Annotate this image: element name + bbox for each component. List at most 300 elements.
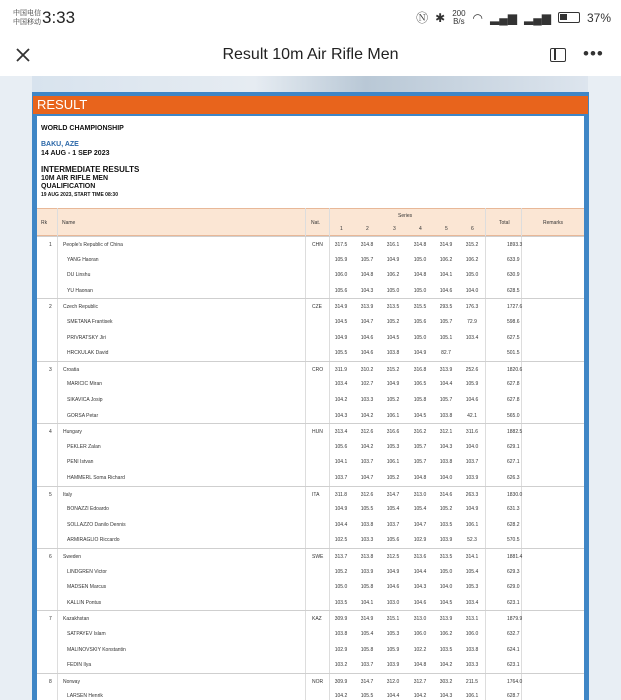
series-cell: 312.5 xyxy=(386,554,400,560)
series-cell: 103.5 xyxy=(334,599,348,606)
more-options-icon[interactable]: ••• xyxy=(583,44,604,63)
athlete-row xyxy=(37,470,584,486)
series-cell: 105.9 xyxy=(334,256,348,263)
total-cell: 1893.3 xyxy=(507,242,523,248)
event-dates: 14 AUG - 1 SEP 2023 xyxy=(41,150,110,157)
nation-row xyxy=(37,548,584,564)
series-cell: 105.4 xyxy=(465,568,479,575)
total-cell: 629.3 xyxy=(507,568,520,575)
athlete-row xyxy=(37,283,584,299)
series-cell: 104.2 xyxy=(334,693,348,700)
series-cell: 104.9 xyxy=(334,334,348,341)
total-cell: 628.5 xyxy=(507,287,520,294)
series-cell: 314.7 xyxy=(360,678,374,685)
athlete-name-cell: YANG Haoran xyxy=(67,256,99,263)
nat-cell: CHN xyxy=(312,242,323,248)
series-cell: 105.6 xyxy=(413,319,427,325)
series-cell: 105.8 xyxy=(360,584,374,591)
series-cell: 314.7 xyxy=(386,491,400,498)
nation-name-cell: People's Republic of China xyxy=(63,242,123,248)
series-cell: 313.4 xyxy=(334,429,348,436)
series-cell: 105.6 xyxy=(334,287,348,294)
nat-cell: HUN xyxy=(312,429,323,436)
rank-cell: 8 xyxy=(49,678,52,685)
series-cell: 312.1 xyxy=(439,429,453,436)
series-cell: 103.7 xyxy=(360,459,374,466)
athlete-row xyxy=(37,688,584,700)
series-cell: 104.0 xyxy=(439,475,453,481)
series-cell: 104.3 xyxy=(360,287,374,294)
nation-name-cell: Croatia xyxy=(63,366,80,373)
col-s1: 1 xyxy=(340,226,343,232)
signal-2-icon: ▂▄▆ xyxy=(524,10,551,25)
net-speed-unit: B/s xyxy=(453,16,465,26)
col-s4: 4 xyxy=(419,226,422,232)
nation-row xyxy=(37,610,584,626)
athlete-row xyxy=(37,252,584,268)
series-cell: 211.5 xyxy=(465,678,479,685)
series-cell: 314.9 xyxy=(439,242,453,248)
series-cell: 106.1 xyxy=(386,459,400,466)
battery-icon xyxy=(558,12,580,23)
series-cell: 104.1 xyxy=(439,272,453,279)
series-cell: 103.9 xyxy=(439,537,453,544)
series-cell: 104.5 xyxy=(439,599,453,606)
series-cell: 105.0 xyxy=(413,287,427,294)
result-section-label: RESULT xyxy=(33,96,588,114)
series-cell: 104.4 xyxy=(413,568,427,575)
web-content[interactable] xyxy=(0,76,621,700)
total-cell: 631.3 xyxy=(507,506,520,513)
athlete-name-cell: GORSA Petar xyxy=(67,412,99,419)
total-cell: 565.0 xyxy=(507,412,520,419)
series-cell: 104.5 xyxy=(413,412,427,419)
series-cell: 104.9 xyxy=(465,506,479,513)
series-cell: 314.9 xyxy=(360,616,374,623)
col-series: Series xyxy=(398,213,413,219)
athlete-name-cell: FEDIN Ilya xyxy=(67,662,92,669)
series-cell: 105.0 xyxy=(386,287,400,294)
series-cell: 105.4 xyxy=(360,631,374,637)
nat-cell: ITA xyxy=(312,491,320,498)
series-cell: 313.5 xyxy=(439,554,453,560)
series-cell: 105.3 xyxy=(386,443,400,450)
series-cell: 82.7 xyxy=(441,350,451,357)
athlete-row xyxy=(37,392,584,408)
nat-cell: CZE xyxy=(312,304,322,311)
col-name: Name xyxy=(62,220,76,226)
col-s2: 2 xyxy=(366,226,369,232)
athlete-row xyxy=(37,330,584,346)
total-cell: 1882.5 xyxy=(507,429,523,436)
series-cell: 104.3 xyxy=(439,693,453,700)
total-cell: 1879.9 xyxy=(507,616,523,623)
phase-heading: QUALIFICATION xyxy=(41,183,96,190)
series-cell: 104.2 xyxy=(439,662,453,669)
series-cell: 103.8 xyxy=(360,521,374,528)
series-cell: 317.5 xyxy=(334,242,348,248)
series-cell: 104.2 xyxy=(360,412,374,419)
series-cell: 104.0 xyxy=(465,443,479,450)
series-cell: 104.8 xyxy=(413,475,427,481)
series-cell: 103.9 xyxy=(360,568,374,575)
series-cell: 104.9 xyxy=(386,381,400,388)
nation-name-cell: Italy xyxy=(63,491,73,498)
series-cell: 315.2 xyxy=(465,242,479,248)
series-cell: 103.7 xyxy=(465,459,479,466)
series-cell: 313.6 xyxy=(413,554,427,560)
rank-cell: 7 xyxy=(49,616,52,623)
series-cell: 104.8 xyxy=(360,272,374,279)
athlete-name-cell: MADSEN Marcus xyxy=(67,584,107,591)
series-cell: 314.8 xyxy=(413,242,427,248)
series-cell: 316.2 xyxy=(413,429,427,436)
series-cell: 315.5 xyxy=(413,304,427,311)
series-cell: 104.4 xyxy=(439,381,453,388)
rank-cell: 4 xyxy=(49,429,52,436)
series-cell: 103.8 xyxy=(439,412,453,419)
series-cell: 314.8 xyxy=(360,242,374,248)
series-cell: 105.7 xyxy=(413,443,427,450)
series-cell: 314.6 xyxy=(439,491,453,498)
start-time: 19 AUG 2023, START TIME 08:30 xyxy=(41,192,118,198)
series-cell: 309.9 xyxy=(334,678,348,685)
series-cell: 104.6 xyxy=(360,350,374,357)
series-cell: 103.4 xyxy=(465,599,479,606)
status-bar xyxy=(0,0,621,36)
series-cell: 104.4 xyxy=(334,521,348,528)
col-rk: Rk xyxy=(41,220,48,226)
series-cell: 105.2 xyxy=(386,397,400,403)
athlete-name-cell: MALINOVSKIY Konstantin xyxy=(67,646,126,653)
athlete-name-cell: DU Linshu xyxy=(67,272,91,279)
athlete-name-cell: LINDGREN Victor xyxy=(67,568,107,575)
series-cell: 105.4 xyxy=(413,506,427,513)
series-cell: 313.5 xyxy=(386,304,400,311)
series-cell: 102.5 xyxy=(334,537,348,544)
series-cell: 312.6 xyxy=(360,429,374,436)
wifi-icon: ◠ xyxy=(472,10,484,25)
series-cell: 105.8 xyxy=(360,646,374,653)
total-cell: 628.2 xyxy=(507,521,520,528)
carrier-1: 中国电信 xyxy=(13,10,41,17)
event-title: WORLD CHAMPIONSHIP xyxy=(41,125,124,132)
nation-row xyxy=(37,361,584,377)
series-cell: 311.8 xyxy=(334,491,348,498)
series-cell: 103.8 xyxy=(465,646,479,653)
series-cell: 105.0 xyxy=(334,584,348,591)
series-cell: 104.6 xyxy=(465,397,479,403)
series-cell: 103.8 xyxy=(334,631,348,637)
series-cell: 313.7 xyxy=(334,554,348,560)
series-cell: 313.0 xyxy=(413,491,427,498)
total-cell: 633.9 xyxy=(507,256,520,263)
total-cell: 627.1 xyxy=(507,459,520,466)
series-cell: 103.3 xyxy=(465,662,479,669)
athlete-row xyxy=(37,376,584,392)
rank-cell: 1 xyxy=(49,242,52,248)
series-cell: 103.7 xyxy=(360,662,374,669)
nation-name-cell: Kazakhstan xyxy=(63,616,90,623)
series-cell: 105.7 xyxy=(439,319,453,325)
athlete-name-cell: BONAZZI Edoardo xyxy=(67,506,109,513)
series-cell: 106.0 xyxy=(334,272,348,279)
series-cell: 312.0 xyxy=(386,678,400,685)
series-cell: 303.2 xyxy=(439,678,453,685)
series-cell: 105.1 xyxy=(439,334,453,341)
rank-cell: 5 xyxy=(49,491,52,498)
athlete-row xyxy=(37,532,584,548)
series-cell: 103.9 xyxy=(465,475,479,481)
series-cell: 105.8 xyxy=(413,397,427,403)
series-cell: 315.1 xyxy=(386,616,400,623)
total-cell: 623.1 xyxy=(507,662,520,669)
series-cell: 103.8 xyxy=(386,350,400,357)
total-cell: 624.1 xyxy=(507,646,520,653)
total-cell: 1820.6 xyxy=(507,366,523,373)
series-cell: 315.2 xyxy=(386,366,400,373)
athlete-row xyxy=(37,564,584,580)
series-cell: 104.3 xyxy=(413,584,427,591)
series-cell: 252.6 xyxy=(465,366,479,373)
nation-name-cell: Sweden xyxy=(63,554,82,560)
athlete-row xyxy=(37,501,584,517)
col-remarks: Remarks xyxy=(543,220,564,226)
status-icons xyxy=(416,9,611,26)
athlete-row xyxy=(37,579,584,595)
series-cell: 313.9 xyxy=(360,304,374,311)
athlete-row xyxy=(37,439,584,455)
total-cell: 570.5 xyxy=(507,537,520,544)
series-cell: 104.0 xyxy=(465,287,479,294)
series-cell: 104.9 xyxy=(386,568,400,575)
signal-icon: ▂▄▆ xyxy=(490,10,517,25)
nat-cell: NOR xyxy=(312,678,324,685)
total-cell: 630.9 xyxy=(507,272,520,279)
net-speed xyxy=(452,10,465,26)
total-cell: 1881.4 xyxy=(507,554,523,560)
series-cell: 105.6 xyxy=(334,443,348,450)
series-cell: 104.5 xyxy=(334,319,348,325)
nation-row xyxy=(37,236,584,252)
col-s6: 6 xyxy=(471,226,474,232)
series-cell: 105.2 xyxy=(386,475,400,481)
rank-cell: 6 xyxy=(49,554,52,560)
series-cell: 105.3 xyxy=(465,584,479,591)
total-cell: 1830.0 xyxy=(507,491,523,498)
athlete-row xyxy=(37,657,584,673)
total-cell: 632.7 xyxy=(507,631,520,637)
rank-cell: 3 xyxy=(49,366,52,373)
carrier-info xyxy=(13,9,41,27)
total-cell: 1764.0 xyxy=(507,678,523,685)
series-cell: 102.9 xyxy=(334,646,348,653)
total-cell: 627.8 xyxy=(507,381,520,388)
series-cell: 105.2 xyxy=(334,568,348,575)
nfc-icon: Ⓝ xyxy=(416,11,429,25)
series-cell: 106.2 xyxy=(465,256,479,263)
series-cell: 311.6 xyxy=(465,429,479,436)
series-cell: 105.2 xyxy=(439,506,453,513)
series-cell: 106.1 xyxy=(386,412,400,419)
total-cell: 627.8 xyxy=(507,397,520,403)
series-cell: 313.8 xyxy=(360,554,374,560)
series-cell: 105.0 xyxy=(413,334,427,341)
athlete-name-cell: HRCKULAK David xyxy=(67,350,109,357)
col-total: Total xyxy=(499,220,510,226)
total-cell: 628.7 xyxy=(507,693,520,700)
series-cell: 105.3 xyxy=(386,631,400,637)
title-bar xyxy=(0,36,621,76)
athlete-name-cell: HAMMERL Soma Richard xyxy=(67,475,125,481)
series-cell: 176.3 xyxy=(465,304,479,311)
series-cell: 103.8 xyxy=(439,459,453,466)
series-cell: 102.9 xyxy=(413,537,427,544)
event-location: BAKU, AZE xyxy=(41,141,79,148)
athlete-row xyxy=(37,267,584,283)
series-cell: 313.0 xyxy=(413,616,427,623)
series-cell: 106.2 xyxy=(386,272,400,279)
page-title: Result 10m Air Rifle Men xyxy=(222,46,399,63)
series-cell: 105.5 xyxy=(334,350,348,357)
series-cell: 105.9 xyxy=(465,381,479,388)
series-cell: 316.8 xyxy=(413,366,427,373)
series-cell: 312.7 xyxy=(413,678,427,685)
total-cell: 626.3 xyxy=(507,475,520,481)
series-cell: 309.9 xyxy=(334,616,348,623)
series-cell: 313.9 xyxy=(439,366,453,373)
series-cell: 104.2 xyxy=(334,397,348,403)
total-cell: 623.1 xyxy=(507,599,520,606)
series-cell: 313.9 xyxy=(439,616,453,623)
series-cell: 104.6 xyxy=(386,584,400,591)
athlete-row xyxy=(37,642,584,658)
nation-name-cell: Czech Republic xyxy=(63,304,99,311)
series-cell: 103.5 xyxy=(439,521,453,528)
series-cell: 104.8 xyxy=(413,272,427,279)
athlete-name-cell: SATPAYEV Islam xyxy=(67,631,106,637)
series-cell: 310.2 xyxy=(360,366,374,373)
series-cell: 104.2 xyxy=(413,693,427,700)
series-cell: 104.9 xyxy=(413,350,427,357)
athlete-name-cell: SOLLAZZO Danilo Dennis xyxy=(67,521,126,528)
athlete-name-cell: PENI Istvan xyxy=(67,459,94,466)
series-cell: 105.6 xyxy=(386,537,400,544)
athlete-name-cell: YU Haonan xyxy=(67,287,93,294)
series-cell: 106.0 xyxy=(413,631,427,637)
series-cell: 104.3 xyxy=(334,412,348,419)
series-cell: 314.9 xyxy=(334,304,348,311)
total-cell: 627.5 xyxy=(507,334,520,341)
discipline-heading: 10M AIR RIFLE MEN xyxy=(41,175,109,182)
series-cell: 103.3 xyxy=(360,397,374,403)
athlete-name-cell: SMETANA Frantisek xyxy=(67,319,113,325)
athlete-row xyxy=(37,345,584,361)
total-cell: 501.5 xyxy=(507,350,520,357)
series-cell: 52.3 xyxy=(467,537,477,544)
athlete-row xyxy=(37,517,584,533)
series-cell: 103.5 xyxy=(439,646,453,653)
series-cell: 106.1 xyxy=(465,693,479,700)
nation-row xyxy=(37,673,584,689)
series-cell: 103.0 xyxy=(386,599,400,606)
total-cell: 629.0 xyxy=(507,584,520,591)
series-cell: 103.7 xyxy=(386,521,400,528)
series-cell: 102.2 xyxy=(413,646,427,653)
series-cell: 103.4 xyxy=(465,334,479,341)
table-header xyxy=(37,208,584,236)
nat-cell: CRO xyxy=(312,366,324,373)
total-cell: 629.1 xyxy=(507,443,520,450)
series-cell: 104.1 xyxy=(334,459,348,466)
series-cell: 105.7 xyxy=(439,397,453,403)
col-s5: 5 xyxy=(445,226,448,232)
series-cell: 263.3 xyxy=(465,491,479,498)
series-cell: 105.9 xyxy=(386,646,400,653)
col-nat: Nat. xyxy=(311,220,321,226)
athlete-row xyxy=(37,314,584,330)
nation-row xyxy=(37,298,584,314)
total-cell: 598.6 xyxy=(507,319,520,325)
series-cell: 104.6 xyxy=(413,599,427,606)
series-cell: 104.9 xyxy=(386,256,400,263)
series-cell: 103.4 xyxy=(334,381,348,388)
series-cell: 104.2 xyxy=(360,443,374,450)
bluetooth-icon: ✱ xyxy=(435,10,446,25)
series-cell: 316.6 xyxy=(386,429,400,436)
series-cell: 105.0 xyxy=(465,272,479,279)
athlete-name-cell: KALLIN Pontus xyxy=(67,599,102,606)
col-s3: 3 xyxy=(393,226,396,232)
series-cell: 104.6 xyxy=(439,287,453,294)
nation-row xyxy=(37,423,584,439)
battery-percent: 37% xyxy=(586,10,611,25)
result-document xyxy=(37,116,584,700)
series-cell: 312.6 xyxy=(360,491,374,498)
series-cell: 293.5 xyxy=(439,304,453,311)
athlete-name-cell: PEKLER Zalan xyxy=(67,443,101,450)
series-cell: 313.1 xyxy=(465,616,479,623)
athlete-name-cell: ARMIRAGLIO Riccardo xyxy=(67,537,120,544)
series-cell: 104.4 xyxy=(386,693,400,700)
athlete-name-cell: PRIVRATSKY Jiri xyxy=(67,334,106,341)
series-cell: 106.0 xyxy=(465,631,479,637)
series-cell: 104.1 xyxy=(360,599,374,606)
athlete-row xyxy=(37,595,584,611)
series-cell: 103.2 xyxy=(334,662,348,669)
athlete-name-cell: MARICIC Miran xyxy=(67,381,103,388)
clock: 3:33 xyxy=(42,8,76,27)
series-cell: 102.7 xyxy=(360,381,374,388)
series-cell: 106.1 xyxy=(465,521,479,528)
series-cell: 104.0 xyxy=(439,584,453,591)
series-cell: 103.7 xyxy=(334,475,348,481)
series-cell: 311.9 xyxy=(334,366,348,373)
athlete-row xyxy=(37,626,584,642)
series-cell: 42.1 xyxy=(467,412,477,419)
nat-cell: KAZ xyxy=(312,616,322,623)
reader-mode-icon[interactable] xyxy=(550,48,566,62)
series-cell: 105.5 xyxy=(360,693,374,700)
nat-cell: SWE xyxy=(312,554,324,560)
series-cell: 104.5 xyxy=(386,334,400,341)
series-cell: 314.1 xyxy=(465,554,479,560)
series-cell: 105.4 xyxy=(386,506,400,513)
nation-name-cell: Norway xyxy=(63,678,80,685)
series-cell: 106.2 xyxy=(439,631,453,637)
header-image xyxy=(32,76,588,92)
series-cell: 105.0 xyxy=(439,568,453,575)
